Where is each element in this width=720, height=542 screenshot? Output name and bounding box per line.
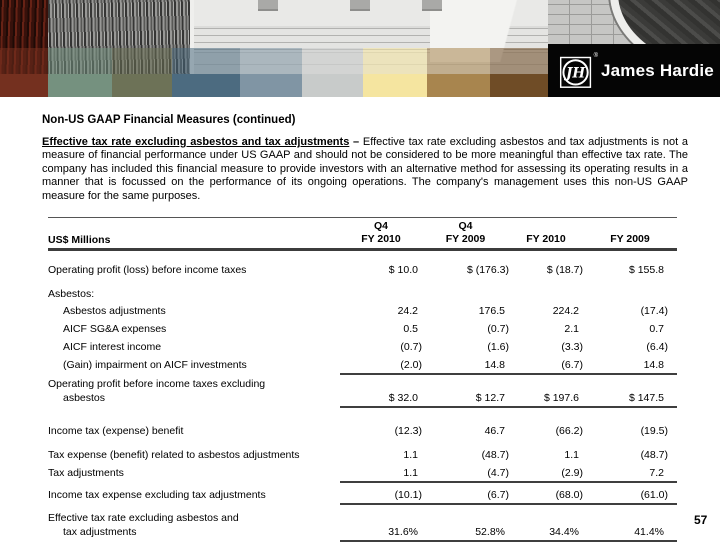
cell-value: (3.3): [561, 341, 583, 353]
color-block: [363, 74, 427, 97]
cell-value: 176.5: [478, 305, 505, 317]
cell-value: (6.4): [646, 341, 668, 353]
cell-value: $ 155.8: [628, 264, 664, 276]
row-label: Operating profit before income taxes excluding: [48, 378, 266, 390]
cell-value: (2.9): [561, 467, 583, 479]
col-header-fy2009: FY 2009: [610, 233, 650, 245]
row-label: asbestos: [63, 392, 106, 404]
logo-box: [548, 44, 720, 97]
table-row: [48, 304, 677, 319]
table-row: [48, 287, 677, 301]
cell-value: (6.7): [487, 489, 509, 501]
cell-value: (17.4): [640, 305, 668, 317]
table-row: [48, 424, 677, 439]
logo-text: James Hardie: [601, 60, 714, 80]
color-block: [240, 74, 302, 97]
color-block: [490, 48, 548, 74]
cell-value: (66.2): [555, 425, 583, 437]
table-row: [48, 263, 677, 278]
value-group: [340, 263, 677, 278]
col-header-fy2010: FY 2010: [526, 233, 566, 245]
cell-value: $ (18.7): [546, 264, 583, 276]
cell-value: 41.4%: [634, 526, 664, 538]
cell-value: 1.1: [403, 449, 418, 461]
value-group: [340, 525, 677, 542]
table-row: [48, 448, 677, 463]
row-label: AICF SG&A expenses: [63, 323, 167, 335]
row-label: Asbestos:: [48, 288, 95, 300]
cell-value: 14.8: [643, 359, 664, 371]
table-row: [48, 488, 677, 505]
col-header-q4-fy2010: Q4 FY 2010: [361, 220, 401, 245]
intro-lead-phrase: Effective tax rate excluding asbestos and tax adjustments: [42, 136, 350, 148]
row-label: AICF interest income: [63, 341, 162, 353]
cell-value: 7.2: [649, 467, 664, 479]
table-row: [48, 322, 677, 337]
cell-value: $ 197.6: [543, 392, 579, 404]
color-block: [172, 74, 240, 97]
value-group: [340, 466, 677, 483]
value-group: [340, 358, 677, 375]
jh-monogram-icon: [558, 52, 598, 90]
row-label: Asbestos adjustments: [63, 305, 166, 317]
cell-value: 24.2: [397, 305, 418, 317]
svg-text:JH: JH: [565, 64, 586, 81]
color-block: [302, 74, 363, 97]
cell-value: (0.7): [400, 341, 422, 353]
cell-value: 0.7: [649, 323, 664, 335]
cell-value: (0.7): [487, 323, 509, 335]
color-block: [112, 48, 172, 74]
cell-value: 1.1: [403, 467, 418, 479]
cell-value: (61.0): [640, 489, 668, 501]
table-row: [48, 466, 677, 483]
eave-bracket: [258, 0, 278, 11]
col-header-q4-fy2009: Q4 FY 2009: [445, 220, 486, 245]
registered-mark: ®: [593, 52, 598, 59]
table-row: [48, 377, 677, 391]
table-row: [48, 511, 677, 525]
row-label: tax adjustments: [63, 526, 137, 538]
color-block: [427, 48, 490, 74]
cell-value: 14.8: [484, 359, 505, 371]
cell-value: 34.4%: [549, 526, 579, 538]
value-group: [340, 304, 677, 319]
color-block: [240, 48, 302, 74]
value-group: [340, 322, 677, 337]
table-row: [48, 391, 677, 408]
financial-table: [48, 217, 677, 542]
table-row: [48, 525, 677, 542]
cell-value: (1.6): [487, 341, 509, 353]
color-block: [490, 74, 548, 97]
row-label: Effective tax rate excluding asbestos and: [48, 512, 239, 524]
cell-value: 1.1: [564, 449, 579, 461]
cell-value: (2.0): [400, 359, 422, 371]
value-group: [340, 448, 677, 463]
table-row: [48, 358, 677, 375]
color-block: [48, 48, 112, 74]
color-block: [0, 48, 48, 74]
color-block: [48, 74, 112, 97]
cell-value: (48.7): [640, 449, 668, 461]
color-block: [112, 74, 172, 97]
eave-bracket: [350, 0, 370, 11]
intro-paragraph: [42, 136, 688, 203]
color-block: [0, 74, 48, 97]
intro-dash: –: [349, 136, 363, 148]
page-title: Non-US GAAP Financial Measures (continued): [42, 114, 296, 126]
value-group: [340, 340, 677, 355]
cell-value: 0.5: [403, 323, 418, 335]
row-label: Income tax (expense) benefit: [48, 425, 184, 437]
color-block: [363, 48, 427, 74]
color-block: [172, 48, 240, 74]
cell-value: 52.8%: [475, 526, 505, 538]
value-group: [340, 488, 677, 505]
color-block: [302, 48, 363, 74]
cell-value: $ 147.5: [628, 392, 664, 404]
cell-value: 224.2: [552, 305, 579, 317]
cell-value: (4.7): [487, 467, 509, 479]
table-row: [48, 340, 677, 355]
cell-value: 31.6%: [388, 526, 418, 538]
intro-body: Effective tax rate excluding asbestos and tax adjustments is not a measure of financial performance under US GAAP and should not be considered to be more meaningful than effective tax rate. The company has included this financial measure to provide investors with an alternative method for assessing its operating results in a manner that is focussed on the performance of its ongoing operations. The company's management uses this non-US GAAP measure for the same purposes.: [42, 136, 688, 202]
row-label: Tax adjustments: [48, 467, 124, 479]
cell-value: (68.0): [555, 489, 583, 501]
banner: [0, 0, 720, 97]
cell-value: (6.7): [561, 359, 583, 371]
color-block: [427, 74, 490, 97]
value-group: [340, 424, 677, 439]
cell-value: 46.7: [484, 425, 505, 437]
table-header: [48, 218, 677, 251]
cell-value: 2.1: [564, 323, 579, 335]
cell-value: (10.1): [394, 489, 422, 501]
unit-label: US$ Millions: [48, 234, 111, 246]
cell-value: $ (176.3): [466, 264, 509, 276]
cell-value: (48.7): [481, 449, 509, 461]
row-label: (Gain) impairment on AICF investments: [63, 359, 247, 371]
cell-value: (12.3): [394, 425, 422, 437]
row-label: Operating profit (loss) before income taxes: [48, 264, 247, 276]
row-label: Income tax expense excluding tax adjustments: [48, 489, 266, 501]
page-number: 57: [694, 513, 708, 527]
cell-value: (19.5): [640, 425, 668, 437]
cell-value: $ 10.0: [388, 264, 418, 276]
cell-value: $ 12.7: [475, 392, 505, 404]
cell-value: $ 32.0: [388, 392, 418, 404]
row-label: Tax expense (benefit) related to asbestos adjustments: [48, 449, 300, 461]
eave-bracket: [422, 0, 442, 11]
value-group: [340, 391, 677, 408]
